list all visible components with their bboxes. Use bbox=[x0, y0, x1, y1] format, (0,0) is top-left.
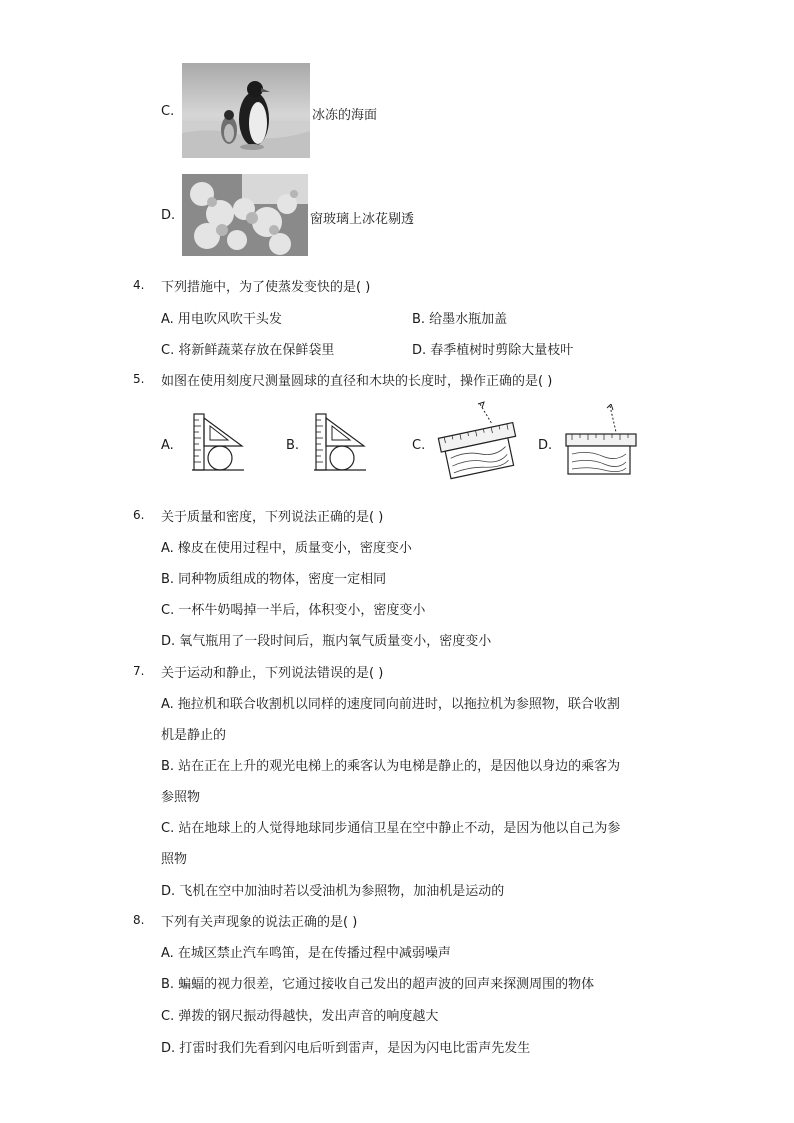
figure-c-ruler-block bbox=[434, 400, 524, 484]
figure-a-ruler-ball bbox=[188, 412, 248, 474]
question-4-option-c: C. 将新鲜蔬菜存放在保鲜袋里 bbox=[161, 343, 335, 358]
question-4-stem: 下列措施中，为了使蒸发变快的是( ) bbox=[161, 280, 371, 295]
question-7-option-c-line2: 照物 bbox=[161, 852, 188, 867]
figure-d-ruler-block bbox=[560, 404, 642, 480]
penguin-photo bbox=[182, 63, 310, 158]
question-7-option-a-line2: 机是静止的 bbox=[161, 728, 227, 743]
question-8-option-a: A. 在城区禁止汽车鸣笛，是在传播过程中减弱噪声 bbox=[161, 946, 451, 961]
option-c-caption: 冰冻的海面 bbox=[312, 108, 378, 123]
question-7-option-a-line1: A. 拖拉机和联合收割机以同样的速度同向前进时，以拖拉机为参照物，联合收割 bbox=[161, 697, 620, 712]
question-7-option-d: D. 飞机在空中加油时若以受油机为参照物，加油机是运动的 bbox=[161, 884, 505, 899]
question-6-option-d: D. 氧气瓶用了一段时间后，瓶内氧气质量变小，密度变小 bbox=[161, 634, 492, 649]
question-6-stem: 关于质量和密度，下列说法正确的是( ) bbox=[161, 510, 384, 525]
question-8-option-d: D. 打雷时我们先看到闪电后听到雷声，是因为闪电比雷声先发生 bbox=[161, 1041, 531, 1056]
question-8-option-c: C. 弹拨的钢尺振动得越快，发出声音的响度越大 bbox=[161, 1009, 439, 1024]
question-4-option-a: A. 用电吹风吹干头发 bbox=[161, 312, 282, 327]
question-8-stem: 下列有关声现象的说法正确的是( ) bbox=[161, 915, 358, 930]
option-d-label: D. bbox=[161, 208, 176, 223]
option-c-label: C. bbox=[161, 104, 175, 119]
question-8-option-b: B. 蝙蝠的视力很差，它通过接收自己发出的超声波的回声来探测周围的物体 bbox=[161, 977, 595, 992]
question-6-number: 6. bbox=[133, 508, 145, 522]
figure-b-ruler-ball bbox=[310, 412, 370, 474]
question-7-option-c-line1: C. 站在地球上的人觉得地球同步通信卫星在空中静止不动，是因为他以自己为参 bbox=[161, 821, 621, 836]
question-4-number: 4. bbox=[133, 278, 145, 292]
question-5-stem: 如图在使用刻度尺测量圆球的直径和木块的长度时，操作正确的是( ) bbox=[161, 374, 553, 389]
question-6-option-c: C. 一杯牛奶喝掉一半后，体积变小，密度变小 bbox=[161, 603, 426, 618]
figure-d-label: D. bbox=[538, 438, 553, 453]
question-5-number: 5. bbox=[133, 372, 145, 386]
option-d-caption: 窗玻璃上冰花剔透 bbox=[310, 212, 415, 227]
question-8-number: 8. bbox=[133, 913, 145, 927]
question-6-option-a: A. 橡皮在使用过程中，质量变小，密度变小 bbox=[161, 541, 412, 556]
question-7-stem: 关于运动和静止，下列说法错误的是( ) bbox=[161, 666, 384, 681]
question-6-option-b: B. 同种物质组成的物体，密度一定相同 bbox=[161, 572, 387, 587]
question-7-option-b-line2: 参照物 bbox=[161, 790, 201, 805]
figure-c-label: C. bbox=[412, 438, 426, 453]
question-4-option-b: B. 给墨水瓶加盖 bbox=[412, 312, 508, 327]
figure-a-label: A. bbox=[161, 438, 174, 453]
question-7-option-b-line1: B. 站在正在上升的观光电梯上的乘客认为电梯是静止的，是因他以身边的乘客为 bbox=[161, 759, 621, 774]
figure-b-label: B. bbox=[286, 438, 300, 453]
question-7-number: 7. bbox=[133, 664, 145, 678]
frost-window-photo bbox=[182, 174, 308, 256]
question-4-option-d: D. 春季植树时剪除大量枝叶 bbox=[412, 343, 574, 358]
